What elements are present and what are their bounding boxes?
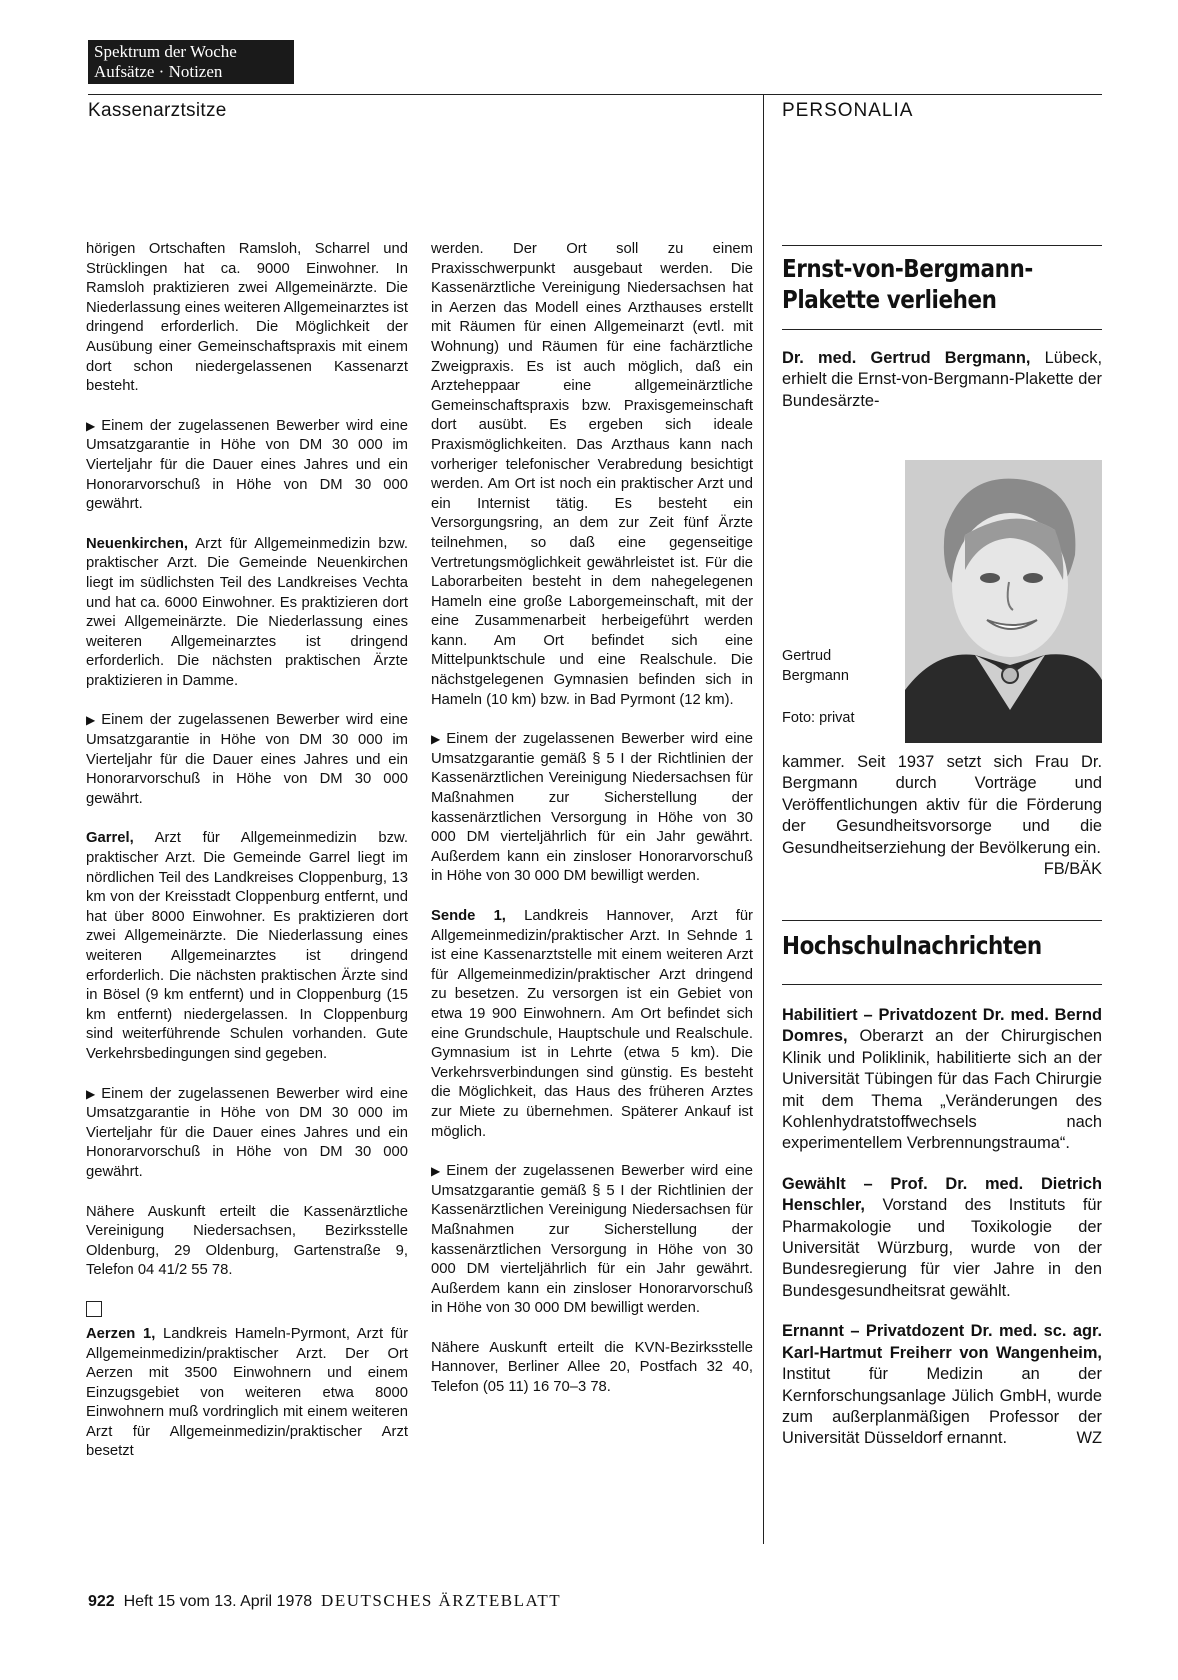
column-divider [763, 94, 764, 1544]
paragraph: werden. Der Ort soll zu einem Praxisschwerpunkt ausgebaut werden. Die Kassenärztliche Vereinigung Niedersachsen hat in Aerzen das Modell eines Arzthauses erstellt mit Räumen für einen Allgemeinarzt (evtl. mit Wohnung) und Räumen für eine fachärztliche Zweigpraxis. Es ist auch möglich, daß ein Arzteheppaar eine allgemeinärztliche Gemeinschaftspraxis bzw. Praxisgemeinschaft dort ausübt. Es ergeben sich ideale Praxismöglichkeiten. Das Arzthaus kann nach vorheriger telefonischer Verabredung besichtigt werden. Am Ort ist noch ein praktischer Arzt und ein Internist tätig. Es besteht ein Versorgungsring, an dem zur Zeit fünf Ärzte teilnehmen, so daß eine gegenseitige Vertretungsmöglichkeit gewährleistet ist. Für die Laborarbeiten besteht in dem nahegelegenen Hameln eine große Laborgemeinschaft, mit der eine Zusammenarbeit herbeigeführt werden kann. Am Ort befindet sich eine Mittelpunktschule und eine Realschule. Die nächstgelegenen Gymnasien befinden sich in Hameln (10 km) bzw. in Bad Pyrmont (12 km). [431, 241, 753, 708]
triangle-bullet-icon: ▶ [431, 1164, 441, 1179]
paragraph: ▶ Einem der zugelassenen Bewerber wird eine Umsatzgarantie in Höhe von DM 30 000 im Vierteljahr für die Dauer eines Jahres und ein Honorarvorschuß in Höhe von DM 30 000 gewährt. [86, 417, 408, 513]
paragraph: Sende 1, Landkreis Hannover, Arzt für Allgemeinmedizin/praktischer Arzt. In Sehnde 1 ist eine Kassenarztstelle mit einem weiteren Arzt für Allgemeinmedizin/praktischer Arzt dringend zu besetzen. Zu versorgen ist ein Gebiet von etwa 19 900 Einwohnern. Am Ort befindet sich eine Grundschule, Hauptschule und Realschule. Gymnasium ist in Lehrte (etwa 5 km). Die Verkehrsverbindungen sind günstig. Es besteht die Möglichkeit, das Haus des früheren Arztes zur Miete zu übernehmen. Späterer Ankauf ist möglich. [431, 908, 753, 1140]
author-sign: FB/BÄK [1043, 860, 1102, 879]
paragraph: Dr. med. Gertrud Bergmann, Lübeck, erhielt die Ernst-von-Bergmann-Plakette der Bundesärzte- [782, 349, 1103, 410]
paragraph: ▶ Einem der zugelassenen Bewerber wird eine Umsatzgarantie gemäß § 5 I der Richtlinien der Kassenärztlichen Vereinigung Niedersachsen für Maßnahmen zur Sicherstellung der kassenärztlichen Versorgung in Höhe von 30 000 DM vierteljährlich für ein Jahr gewährt. Außerdem kann ein zinsloser Honorarvorschuß in Höhe von 30 000 DM bewilligt werden. [431, 731, 753, 885]
paragraph: Gewählt – Prof. Dr. med. Dietrich Henschler, Vorstand des Instituts für Pharmakologie und Toxikologie der Universität Würzburg, wurde von der Bundesregierung für vier Jahre in den Bundesgesundheitsrat gewählt. [782, 1174, 1102, 1300]
paragraph: hörigen Ortschaften Ramsloh, Scharrel und Strücklingen hat ca. 9000 Einwohner. In Ramsloh praktizieren zwei Allgemeinärzte. Die Niederlassung eines weiteren Allgemeinarztes ist dringend erforderlich. Die Möglichkeit der Ausübung einer Gemeinschaftspraxis mit einem dort schon niedergelassenen Kassenarzt besteht. [86, 241, 408, 395]
masthead [88, 40, 294, 84]
paragraph: Neuenkirchen, Arzt für Allgemeinmedizin bzw. praktischer Arzt. Die Gemeinde Neuenkirchen liegt im südlichsten Teil des Landkreises Vechta und hat ca. 6000 Einwohner. Es praktizieren dort zwei Allgemeinärzte. Die Niederlassung eines weiteren Allgemeinarztes ist dringend erforderlich. Die nächsten praktischen Ärzte praktizieren in Damme. [86, 535, 408, 689]
paragraph: kammer. Seit 1937 setzt sich Frau Dr. Bergmann durch Vorträge und Veröffentlichungen aktiv für die Förderung der Gesundheitsvorsorge und die Gesundheitserziehung der Bevölkerung ein. FB/BÄK [782, 752, 1102, 859]
triangle-bullet-icon: ▶ [86, 1086, 96, 1101]
page-number: 922 [88, 1593, 115, 1610]
magazine-name: DEUTSCHES ÄRZTEBLATT [321, 1591, 562, 1610]
page-footer [88, 1591, 561, 1611]
paragraph: Habilitiert – Privatdozent Dr. med. Bernd Domres, Oberarzt an der Chirurgischen Klinik und Poliklinik, habilitierte sich an der Universität Tübingen für das Fach Chirurgie mit dem Thema „Veränderungen des Kohlenhydratstoffwechsels nach experimentellem Verbrennungstrauma“. [782, 1006, 1102, 1153]
paragraph: ▶ Einem der zugelassenen Bewerber wird eine Umsatzgarantie in Höhe von DM 30 000 im Vierteljahr für die Dauer eines Jahres und ein Honorarvorschuß in Höhe von DM 30 000 gewährt. [86, 1085, 408, 1180]
article-column-1 [86, 240, 408, 1482]
triangle-bullet-icon: ▶ [431, 732, 441, 747]
triangle-bullet-icon: ▶ [86, 713, 96, 728]
square-separator-icon [86, 1301, 102, 1317]
paragraph: ▶ Einem der zugelassenen Bewerber wird eine Umsatzgarantie in Höhe von DM 30 000 im Vierteljahr für die Dauer eines Jahres und ein Honorarvorschuß in Höhe von DM 30 000 gewährt. [86, 712, 408, 807]
bergmann-text-cont [782, 752, 1102, 880]
hochschul-text [782, 1005, 1102, 1469]
heading-hochschulnachrichten: Hochschulnachrichten [782, 931, 1042, 960]
heading-bergmann: Ernst-von-Bergmann- Plakette verliehen [782, 254, 1033, 314]
issue-info: Heft 15 vom 13. April 1978 [123, 1593, 313, 1610]
masthead-line1: Spektrum der Woche [94, 42, 237, 61]
bergmann-text [782, 348, 1102, 412]
heading-rule [782, 984, 1102, 985]
photo-caption: Gertrud Bergmann [782, 648, 849, 684]
portrait-image [905, 460, 1102, 743]
photo-credit: Foto: privat [782, 710, 855, 726]
paragraph: Nähere Auskunft erteilt die Kassenärztliche Vereinigung Niedersachsen, Bezirksstelle Oldenburg, 29 Oldenburg, Gartenstraße 9, Telefon 04 41/2 55 78. [86, 1203, 408, 1279]
paragraph: ▶ Einem der zugelassenen Bewerber wird eine Umsatzgarantie gemäß § 5 I der Richtlinien der Kassenärztlichen Vereinigung Niedersachsen für Maßnahmen zur Sicherstellung der kassenärztlichen Versorgung in Höhe von 30 000 DM vierteljährlich für ein Jahr gewährt. Außerdem kann ein zinsloser Honorarvorschuß in Höhe von 30 000 DM bewilligt werden. [431, 1163, 753, 1317]
paragraph: Ernannt – Privatdozent Dr. med. sc. agr. Karl-Hartmut Freiherr von Wangenheim, Institut für Medizin an der Kernforschungsanlage Jülich GmbH, wurde zum außerplanmäßigen Professor der Universität Düsseldorf ernannt. WZ [782, 1321, 1102, 1449]
heading-rule [782, 329, 1102, 330]
article-column-2 [431, 240, 753, 1418]
paragraph: Nähere Auskunft erteilt die KVN-Bezirksstelle Hannover, Berliner Allee 20, Postfach 32 40, Telefon (05 11) 16 70–3 78. [431, 1339, 753, 1396]
masthead-line2: Aufsätze · Notizen [94, 62, 223, 81]
author-sign: WZ [1076, 1429, 1102, 1448]
paragraph: Aerzen 1, Landkreis Hameln-Pyrmont, Arzt für Allgemeinmedizin/praktischer Arzt. Der Ort Aerzen mit 3500 Einwohnern und einem Einzugsgebiet von weiteren etwa 8000 Einwohnern muß vordringlich mit einem weiteren Arzt für Allgemeinmedizin/praktischer Arzt besetzt [86, 1325, 408, 1460]
top-rule [88, 94, 1102, 95]
section-title-left: Kassenarztsitze [88, 100, 227, 121]
section-title-right: PERSONALIA [782, 100, 914, 121]
heading-rule [782, 245, 1102, 246]
triangle-bullet-icon: ▶ [86, 418, 96, 433]
heading-rule [782, 920, 1102, 921]
portrait-photo [905, 460, 1102, 743]
paragraph: Garrel, Arzt für Allgemeinmedizin bzw. praktischer Arzt. Die Gemeinde Garrel liegt im nördlichen Teil des Landkreises Cloppenburg, 13 km von der Kreisstadt Cloppenburg entfernt, und hat über 8000 Einwohner. Es praktizieren dort zwei Allgemeinärzte. Die Niederlassung eines weiteren Allgemeinarztes ist dringend erforderlich. Die nächsten praktischen Ärzte sind in Bösel (9 km entfernt) und in Cloppenburg (15 km entfernt) niedergelassen. In Cloppenburg sind weiterführende Schulen vorhanden. Gute Verkehrsbedingungen sind gegeben. [86, 830, 408, 1062]
